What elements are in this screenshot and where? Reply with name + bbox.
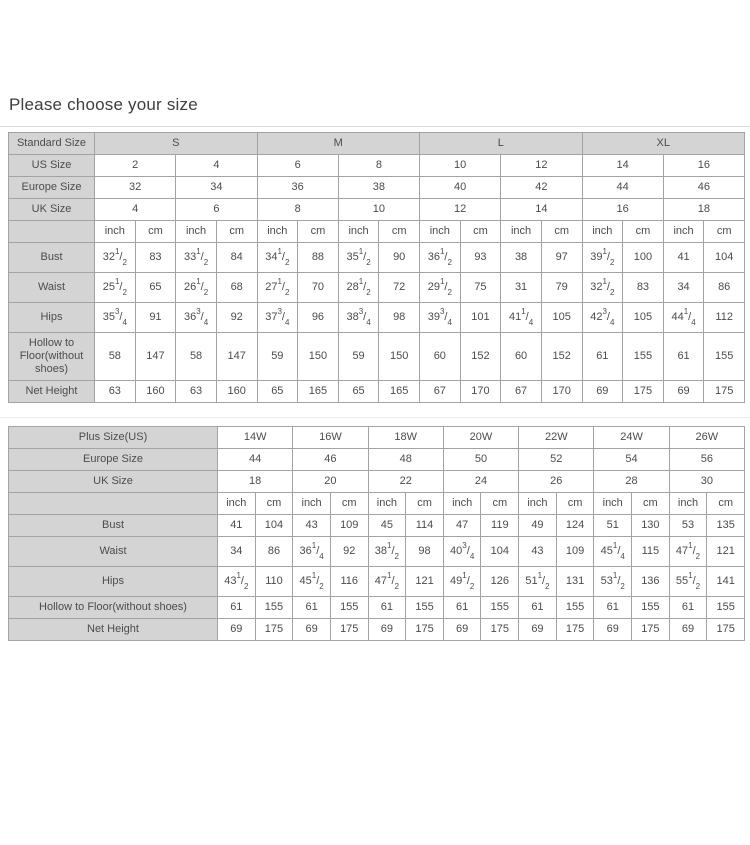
- unit-cell: inch: [257, 221, 298, 243]
- value-cell: 175: [707, 619, 745, 641]
- row-label: [9, 493, 218, 515]
- value-cell: 45: [368, 515, 406, 537]
- size-header-cell: 8: [257, 199, 338, 221]
- value-cell: 101: [460, 303, 501, 333]
- value-cell: 155: [556, 597, 594, 619]
- size-header-cell: 54: [594, 449, 669, 471]
- unit-cell: cm: [330, 493, 368, 515]
- value-cell: $35^3/_4$: [95, 303, 136, 333]
- size-header-cell: 26W: [669, 427, 744, 449]
- value-cell: 69: [594, 619, 632, 641]
- size-header-cell: 50: [443, 449, 518, 471]
- value-cell: 72: [379, 273, 420, 303]
- unit-cell: inch: [176, 221, 217, 243]
- value-cell: 175: [556, 619, 594, 641]
- value-cell: 110: [255, 567, 293, 597]
- value-cell: 79: [541, 273, 582, 303]
- value-cell: 61: [218, 597, 256, 619]
- unit-cell: inch: [218, 493, 256, 515]
- value-cell: 135: [707, 515, 745, 537]
- value-cell: $33^1/_2$: [176, 243, 217, 273]
- value-cell: $36^1/_4$: [293, 537, 331, 567]
- size-header-cell: S: [95, 133, 258, 155]
- value-cell: 31: [501, 273, 542, 303]
- value-cell: 49: [519, 515, 557, 537]
- value-cell: 63: [176, 381, 217, 403]
- size-header-cell: 38: [338, 177, 419, 199]
- row-label: US Size: [9, 155, 95, 177]
- value-cell: 53: [669, 515, 707, 537]
- size-header-cell: XL: [582, 133, 745, 155]
- unit-cell: cm: [216, 221, 257, 243]
- size-header-cell: 20W: [443, 427, 518, 449]
- value-cell: $47^1/_2$: [669, 537, 707, 567]
- unit-cell: cm: [632, 493, 670, 515]
- unit-cell: inch: [95, 221, 136, 243]
- value-cell: 155: [623, 333, 664, 381]
- value-cell: 83: [623, 273, 664, 303]
- value-cell: $34^1/_2$: [257, 243, 298, 273]
- value-cell: $53^1/_2$: [594, 567, 632, 597]
- value-cell: 155: [707, 597, 745, 619]
- unit-cell: inch: [443, 493, 481, 515]
- value-cell: 155: [704, 333, 745, 381]
- value-cell: 61: [582, 333, 623, 381]
- value-cell: $42^3/_4$: [582, 303, 623, 333]
- value-cell: 98: [406, 537, 444, 567]
- value-cell: 130: [632, 515, 670, 537]
- value-cell: 41: [218, 515, 256, 537]
- row-label: Net Height: [9, 619, 218, 641]
- value-cell: $40^3/_4$: [443, 537, 481, 567]
- value-cell: 69: [218, 619, 256, 641]
- value-cell: 170: [460, 381, 501, 403]
- value-cell: 60: [501, 333, 542, 381]
- value-cell: 68: [216, 273, 257, 303]
- value-cell: $36^3/_4$: [176, 303, 217, 333]
- value-cell: 43: [519, 537, 557, 567]
- size-header-cell: 46: [663, 177, 744, 199]
- unit-cell: inch: [582, 221, 623, 243]
- value-cell: 124: [556, 515, 594, 537]
- value-cell: 34: [663, 273, 704, 303]
- value-cell: $26^1/_2$: [176, 273, 217, 303]
- unit-cell: cm: [255, 493, 293, 515]
- value-cell: 67: [501, 381, 542, 403]
- value-cell: 59: [257, 333, 298, 381]
- unit-cell: inch: [519, 493, 557, 515]
- value-cell: $41^1/_4$: [501, 303, 542, 333]
- value-cell: 61: [669, 597, 707, 619]
- size-header-cell: 48: [368, 449, 443, 471]
- value-cell: 61: [293, 597, 331, 619]
- unit-cell: cm: [707, 493, 745, 515]
- value-cell: $44^1/_4$: [663, 303, 704, 333]
- value-cell: $38^3/_4$: [338, 303, 379, 333]
- value-cell: 121: [707, 537, 745, 567]
- value-cell: 141: [707, 567, 745, 597]
- value-cell: $55^1/_2$: [669, 567, 707, 597]
- value-cell: 175: [623, 381, 664, 403]
- value-cell: 84: [216, 243, 257, 273]
- value-cell: 155: [406, 597, 444, 619]
- size-header-cell: 32: [95, 177, 176, 199]
- size-header-cell: 14W: [218, 427, 293, 449]
- row-label: UK Size: [9, 471, 218, 493]
- value-cell: 75: [460, 273, 501, 303]
- unit-cell: cm: [406, 493, 444, 515]
- size-header-cell: 2: [95, 155, 176, 177]
- value-cell: 131: [556, 567, 594, 597]
- row-label: Bust: [9, 243, 95, 273]
- size-header-cell: 18: [663, 199, 744, 221]
- value-cell: 175: [330, 619, 368, 641]
- value-cell: 93: [460, 243, 501, 273]
- value-cell: $49^1/_2$: [443, 567, 481, 597]
- row-label: Waist: [9, 537, 218, 567]
- value-cell: 63: [95, 381, 136, 403]
- size-header-cell: 24: [443, 471, 518, 493]
- tables-container: [0, 132, 750, 641]
- value-cell: 96: [298, 303, 339, 333]
- value-cell: $27^1/_2$: [257, 273, 298, 303]
- size-header-cell: 26: [519, 471, 594, 493]
- value-cell: 165: [379, 381, 420, 403]
- unit-cell: cm: [379, 221, 420, 243]
- size-header-cell: 24W: [594, 427, 669, 449]
- size-header-cell: 22: [368, 471, 443, 493]
- plus-size-table: [8, 426, 745, 641]
- value-cell: $32^1/_2$: [582, 273, 623, 303]
- row-label: Europe Size: [9, 449, 218, 471]
- value-cell: 65: [135, 273, 176, 303]
- value-cell: 121: [406, 567, 444, 597]
- standard-size-table: [8, 132, 745, 403]
- size-header-cell: L: [420, 133, 583, 155]
- value-cell: 69: [669, 619, 707, 641]
- size-header-cell: 12: [420, 199, 501, 221]
- row-label: Hollow to Floor(without shoes): [9, 597, 218, 619]
- value-cell: 126: [481, 567, 519, 597]
- value-cell: 147: [216, 333, 257, 381]
- value-cell: 65: [338, 381, 379, 403]
- size-header-cell: 42: [501, 177, 582, 199]
- value-cell: 86: [704, 273, 745, 303]
- unit-cell: inch: [594, 493, 632, 515]
- unit-cell: cm: [541, 221, 582, 243]
- value-cell: 38: [501, 243, 542, 273]
- size-header-cell: 18W: [368, 427, 443, 449]
- value-cell: 175: [255, 619, 293, 641]
- value-cell: 60: [420, 333, 461, 381]
- value-cell: 92: [330, 537, 368, 567]
- size-header-cell: 14: [582, 155, 663, 177]
- value-cell: 115: [632, 537, 670, 567]
- value-cell: 175: [632, 619, 670, 641]
- size-header-cell: 34: [176, 177, 257, 199]
- value-cell: 61: [663, 333, 704, 381]
- size-header-cell: 46: [293, 449, 368, 471]
- size-header-cell: 22W: [519, 427, 594, 449]
- value-cell: 41: [663, 243, 704, 273]
- value-cell: 116: [330, 567, 368, 597]
- value-cell: 150: [298, 333, 339, 381]
- value-cell: 105: [541, 303, 582, 333]
- size-header-cell: 10: [420, 155, 501, 177]
- value-cell: 152: [460, 333, 501, 381]
- value-cell: 61: [368, 597, 406, 619]
- value-cell: 104: [255, 515, 293, 537]
- value-cell: 59: [338, 333, 379, 381]
- value-cell: 69: [582, 381, 623, 403]
- table-separator: [0, 417, 750, 418]
- value-cell: 34: [218, 537, 256, 567]
- size-header-cell: 10: [338, 199, 419, 221]
- value-cell: 61: [443, 597, 481, 619]
- value-cell: 114: [406, 515, 444, 537]
- value-cell: 47: [443, 515, 481, 537]
- unit-cell: cm: [460, 221, 501, 243]
- size-header-cell: 16W: [293, 427, 368, 449]
- unit-cell: inch: [663, 221, 704, 243]
- size-header-cell: 4: [176, 155, 257, 177]
- size-header-cell: 12: [501, 155, 582, 177]
- size-header-cell: 4: [95, 199, 176, 221]
- value-cell: 109: [556, 537, 594, 567]
- value-cell: 69: [519, 619, 557, 641]
- value-cell: 83: [135, 243, 176, 273]
- value-cell: 175: [704, 381, 745, 403]
- value-cell: 105: [623, 303, 664, 333]
- size-header-cell: 16: [663, 155, 744, 177]
- value-cell: $39^1/_2$: [582, 243, 623, 273]
- row-label: Hips: [9, 303, 95, 333]
- unit-cell: inch: [420, 221, 461, 243]
- size-header-cell: 44: [582, 177, 663, 199]
- value-cell: 165: [298, 381, 339, 403]
- unit-cell: cm: [298, 221, 339, 243]
- value-cell: 109: [330, 515, 368, 537]
- value-cell: $32^1/_2$: [95, 243, 136, 273]
- value-cell: $25^1/_2$: [95, 273, 136, 303]
- value-cell: $47^1/_2$: [368, 567, 406, 597]
- value-cell: 160: [135, 381, 176, 403]
- value-cell: 150: [379, 333, 420, 381]
- value-cell: 88: [298, 243, 339, 273]
- unit-cell: inch: [501, 221, 542, 243]
- size-header-cell: 30: [669, 471, 744, 493]
- value-cell: 90: [379, 243, 420, 273]
- value-cell: $37^3/_4$: [257, 303, 298, 333]
- value-cell: $45^1/_4$: [594, 537, 632, 567]
- value-cell: $38^1/_2$: [368, 537, 406, 567]
- size-header-cell: 8: [338, 155, 419, 177]
- value-cell: 67: [420, 381, 461, 403]
- unit-cell: cm: [704, 221, 745, 243]
- size-header-cell: M: [257, 133, 420, 155]
- value-cell: 136: [632, 567, 670, 597]
- value-cell: $28^1/_2$: [338, 273, 379, 303]
- value-cell: 69: [443, 619, 481, 641]
- unit-cell: cm: [556, 493, 594, 515]
- row-label: Net Height: [9, 381, 95, 403]
- row-label: Europe Size: [9, 177, 95, 199]
- value-cell: 61: [594, 597, 632, 619]
- value-cell: $35^1/_2$: [338, 243, 379, 273]
- value-cell: 43: [293, 515, 331, 537]
- size-header-cell: 14: [501, 199, 582, 221]
- size-header-cell: 18: [218, 471, 293, 493]
- value-cell: 69: [663, 381, 704, 403]
- row-label: Hollow to Floor(without shoes): [9, 333, 95, 381]
- value-cell: 58: [176, 333, 217, 381]
- size-header-cell: 36: [257, 177, 338, 199]
- value-cell: 104: [481, 537, 519, 567]
- size-header-cell: 44: [218, 449, 293, 471]
- size-header-cell: 56: [669, 449, 744, 471]
- size-header-cell: 6: [176, 199, 257, 221]
- value-cell: 91: [135, 303, 176, 333]
- value-cell: 155: [481, 597, 519, 619]
- value-cell: 98: [379, 303, 420, 333]
- row-label: [9, 221, 95, 243]
- unit-cell: cm: [135, 221, 176, 243]
- page-title: Please choose your size: [9, 95, 198, 114]
- row-label: Plus Size(US): [9, 427, 218, 449]
- value-cell: 104: [704, 243, 745, 273]
- row-label: Hips: [9, 567, 218, 597]
- row-label: Waist: [9, 273, 95, 303]
- value-cell: 155: [255, 597, 293, 619]
- unit-cell: inch: [368, 493, 406, 515]
- size-header-cell: 52: [519, 449, 594, 471]
- row-label: Bust: [9, 515, 218, 537]
- value-cell: 175: [406, 619, 444, 641]
- value-cell: $51^1/_2$: [519, 567, 557, 597]
- value-cell: 147: [135, 333, 176, 381]
- unit-cell: cm: [481, 493, 519, 515]
- value-cell: 97: [541, 243, 582, 273]
- size-header-cell: 28: [594, 471, 669, 493]
- unit-cell: inch: [669, 493, 707, 515]
- value-cell: 152: [541, 333, 582, 381]
- value-cell: 155: [632, 597, 670, 619]
- value-cell: 112: [704, 303, 745, 333]
- value-cell: 170: [541, 381, 582, 403]
- unit-cell: inch: [293, 493, 331, 515]
- value-cell: 155: [330, 597, 368, 619]
- unit-cell: cm: [623, 221, 664, 243]
- value-cell: 69: [368, 619, 406, 641]
- size-header-cell: 20: [293, 471, 368, 493]
- value-cell: 119: [481, 515, 519, 537]
- value-cell: $29^1/_2$: [420, 273, 461, 303]
- title-divider: [0, 126, 750, 127]
- value-cell: 51: [594, 515, 632, 537]
- value-cell: 92: [216, 303, 257, 333]
- value-cell: 86: [255, 537, 293, 567]
- value-cell: 100: [623, 243, 664, 273]
- value-cell: $45^1/_2$: [293, 567, 331, 597]
- value-cell: $43^1/_2$: [218, 567, 256, 597]
- unit-cell: inch: [338, 221, 379, 243]
- value-cell: 58: [95, 333, 136, 381]
- value-cell: 61: [519, 597, 557, 619]
- value-cell: $36^1/_2$: [420, 243, 461, 273]
- value-cell: 65: [257, 381, 298, 403]
- value-cell: 175: [481, 619, 519, 641]
- size-header-cell: 6: [257, 155, 338, 177]
- row-label: Standard Size: [9, 133, 95, 155]
- value-cell: 70: [298, 273, 339, 303]
- value-cell: 69: [293, 619, 331, 641]
- value-cell: 160: [216, 381, 257, 403]
- value-cell: $39^3/_4$: [420, 303, 461, 333]
- row-label: UK Size: [9, 199, 95, 221]
- size-header-cell: 40: [420, 177, 501, 199]
- size-header-cell: 16: [582, 199, 663, 221]
